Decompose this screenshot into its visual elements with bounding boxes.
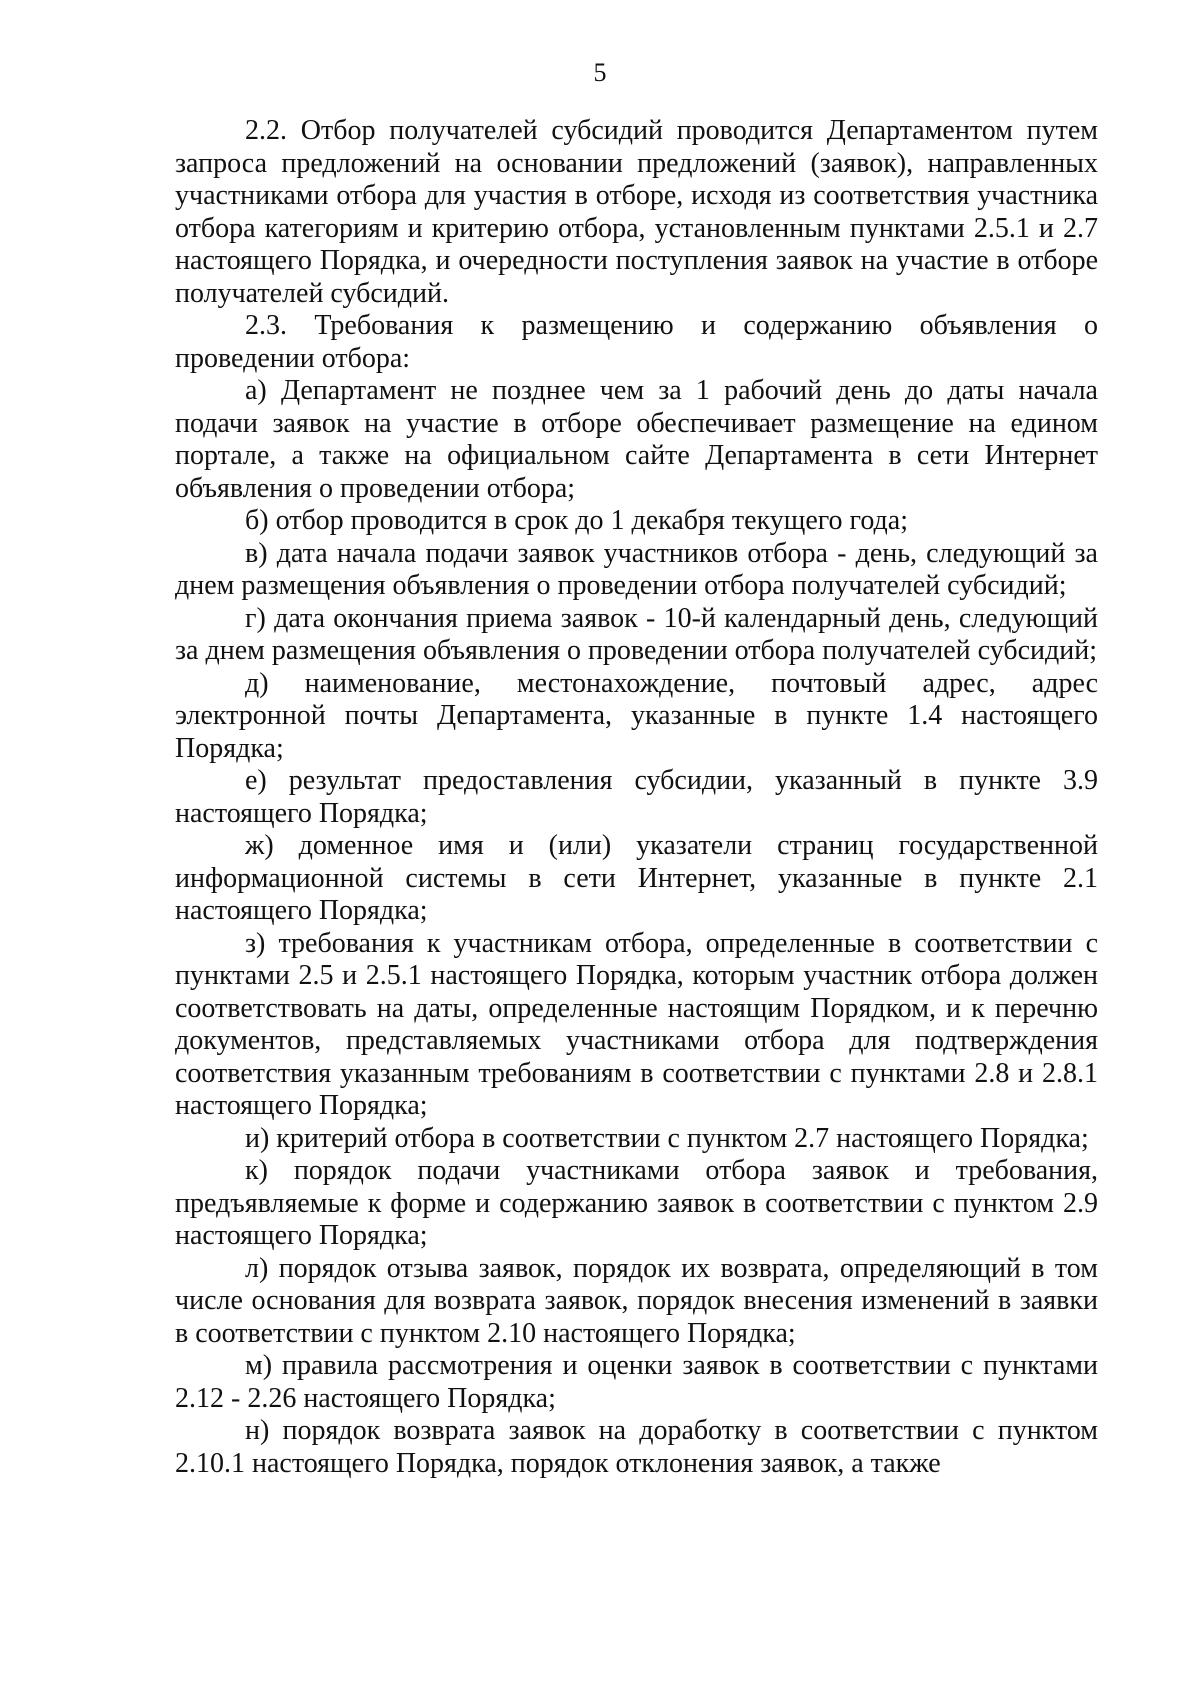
list-item-e: е) результат предоставления субсидии, указанный в пункте 3.9 настоящего Порядка; [175,765,1098,829]
list-item-i: и) критерий отбора в соответствии с пунктом 2.7 настоящего Порядка; [245,1122,1089,1154]
list-item-m: м) правила рассмотрения и оценки заявок в соответствии с пунктами 2.12 - 2.26 настоящего Порядка; [175,1350,1098,1414]
paragraph-2-2: 2.2. Отбор получателей субсидий проводится Департаментом путем запроса предложений на основании предложений (заявок), направленных участниками отбора для участия в отборе, исходя из соответствия участника отбора категориям и критерию отбора, установленным пунктами 2.5.1 и 2.7 настоящего Порядка, и очередности поступления заявок на участие в отборе получателей субсидий. [175,115,1098,309]
list-item-n: н) порядок возврата заявок на доработку в соответствии с пунктом 2.10.1 настоящего Порядка, порядок отклонения заявок, а также [175,1415,1098,1479]
list-item-a: а) Департамент не позднее чем за 1 рабочий день до даты начала подачи заявок на участие в отборе обеспечивает размещение на едином портале, а также на официальном сайте Департамента в сети Интернет объявления о проведении отбора; [175,375,1098,504]
page-number: 5 [593,58,607,87]
list-item-d: д) наименование, местонахождение, почтовый адрес, адрес электронной почты Департамента, указанные в пункте 1.4 настоящего Порядка; [175,667,1098,764]
list-item-v: в) дата начала подачи заявок участников отбора - день, следующий за днем размещения объявления о проведении отбора получателей субсидий; [175,537,1098,601]
list-item-g: г) дата окончания приема заявок - 10-й календарный день, следующий за днем размещения объявления о проведении отбора получателей субсидий; [175,602,1098,666]
list-item-b: б) отбор проводится в срок до 1 декабря текущего года; [245,505,908,536]
document-body [175,115,1098,1480]
paragraph-2-3: 2.3. Требования к размещению и содержанию объявления о проведении отбора: [175,310,1098,374]
list-item-k: к) порядок подачи участниками отбора заявок и требования, предъявляемые к форме и содержанию заявок в соответствии с пунктом 2.9 настоящего Порядка; [175,1155,1098,1251]
list-item-z: з) требования к участникам отбора, определенные в соответствии с пунктами 2.5 и 2.5.1 настоящего Порядка, которым участник отбора должен соответствовать на даты, определенные настоящим Порядком, и к перечню документов, представляемых участниками отбора для подтверждения соответствия указанным требованиям в соответствии с пунктами 2.8 и 2.8.1 настоящего Порядка; [175,927,1098,1121]
list-item-l: л) порядок отзыва заявок, порядок их возврата, определяющий в том числе основания для возврата заявок, порядок внесения изменений в заявки в соответствии с пунктом 2.10 настоящего Порядка; [175,1252,1098,1349]
list-item-zh: ж) доменное имя и (или) указатели страниц государственной информационной системы в сети Интернет, указанные в пункте 2.1 настоящего Порядка; [175,830,1098,926]
